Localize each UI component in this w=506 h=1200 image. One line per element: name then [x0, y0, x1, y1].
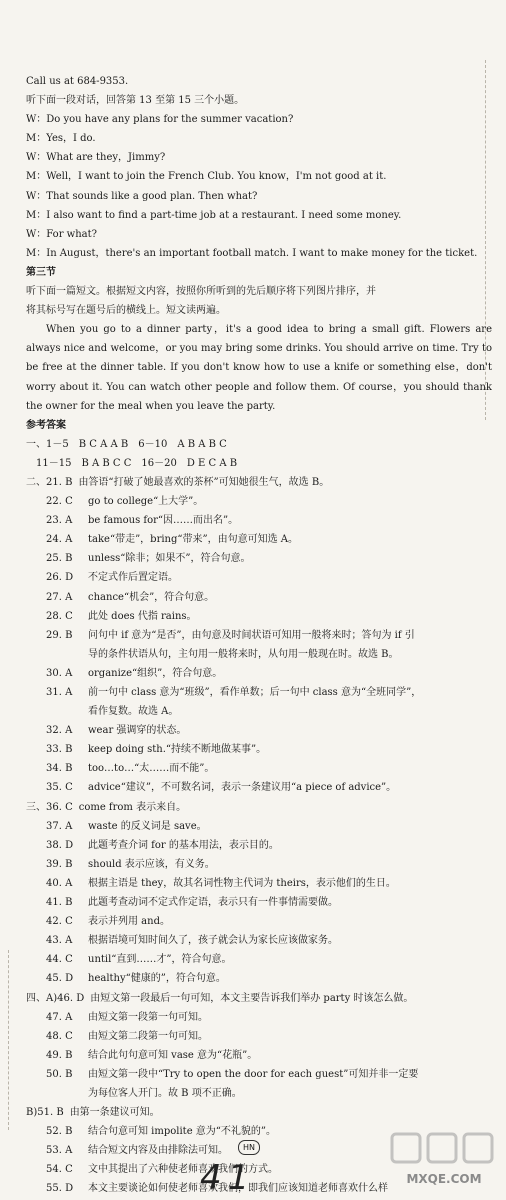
- answer-item: [26, 1103, 492, 1122]
- answer-number: 38. D: [46, 839, 74, 851]
- answer-text: 由短文第一段第一句可知。: [88, 1011, 208, 1023]
- answer-item: [26, 931, 492, 950]
- answer-line: [26, 798, 492, 817]
- answer-text: 结合短文内容及由排除法可知。: [88, 1145, 228, 1157]
- answer-line: [46, 912, 492, 931]
- answer-item: [26, 778, 492, 797]
- answer-number: 29. B: [46, 629, 73, 641]
- answer-text: until“直到……才”，符合句意。: [88, 954, 232, 966]
- answer-line: [46, 549, 492, 568]
- passage: When you go to a dinner party，it's a good idea to bring a small gift. Flowers are always nice and welcome，or you may bring some drinks. You should arrive on time. Try to be free at the dinner table. If you don't know how to use a knife or something else，don't worry about it. You can watch other people and follow them. Of course，you should thank the owner for the meal when you leave the party.: [26, 324, 492, 412]
- answer-text: 由第一条建议可知。: [69, 1107, 160, 1119]
- answer-item: [26, 912, 492, 931]
- dialogue-line: W：What are they，Jimmy?: [26, 152, 166, 164]
- section-instruction: 听下面一篇短文。根据短文内容，按照你所听到的先后顺序将下列图片排序，并: [26, 286, 376, 298]
- answer-text: 根据主语是 they，故其名词性物主代词为 theirs，表示他们的生日。: [88, 877, 396, 889]
- watermark-text: MXQE.COM: [406, 1172, 482, 1186]
- answer-text: be famous for“因……而出名”。: [88, 515, 239, 527]
- answer-line: [46, 874, 492, 893]
- answer-line: [26, 1103, 492, 1122]
- answer-text: advice“建议”，不可数名词，表示一条建议用“a piece of advice”。: [88, 782, 397, 794]
- answer-text: should 表示应该，有义务。: [88, 858, 215, 870]
- answer-line: [46, 893, 492, 912]
- answer-item: [26, 511, 492, 530]
- answers-part1: 一、1－5 B C A A B 6－10 A B A B C: [26, 438, 227, 450]
- answer-number: 42. C: [46, 916, 73, 928]
- answer-item: [26, 664, 492, 683]
- answer-number: 34. B: [46, 763, 73, 775]
- answer-item: [26, 969, 492, 988]
- answer-line: [46, 759, 492, 778]
- dialogue-block: [26, 91, 492, 263]
- answer-line: [46, 817, 492, 836]
- answer-item: [26, 530, 492, 549]
- answer-number: 32. A: [46, 725, 73, 737]
- answer-text: 由短文第一段中“Try to open the door for each guest”可知并非一定要: [88, 1068, 419, 1080]
- answer-line: [46, 950, 492, 969]
- dialogue-line: W：For what?: [26, 228, 97, 240]
- answer-line: [46, 721, 492, 740]
- answer-line: [46, 1027, 492, 1046]
- answer-item: [26, 1065, 492, 1103]
- answer-item: [26, 817, 492, 836]
- answer-item: [26, 950, 492, 969]
- answer-number: 26. D: [46, 572, 74, 584]
- answer-item: [26, 893, 492, 912]
- answer-line: [46, 626, 492, 645]
- answer-text: 文中其提出了六种使老师喜欢我们的方式。: [88, 1164, 278, 1176]
- answer-item: [26, 798, 492, 817]
- answer-number: 四、A)46. D: [26, 992, 85, 1004]
- answer-text: take“带走”，bring“带来”，由句意可知选 A。: [88, 534, 299, 546]
- hn-badge: HN: [238, 1140, 260, 1155]
- answer-item: [26, 473, 492, 492]
- answer-number: 53. A: [46, 1145, 73, 1157]
- answer-item: [26, 683, 492, 721]
- answer-item: [26, 874, 492, 893]
- dialogue-line: W：That sounds like a good plan. Then what?: [26, 190, 258, 202]
- answer-text: 表示并列用 and。: [88, 916, 170, 928]
- answer-item: [26, 740, 492, 759]
- answer-line: [46, 607, 492, 626]
- answer-number: 25. B: [46, 553, 73, 565]
- answer-line: [46, 969, 492, 988]
- answer-continuation: 看作复数。故选 A。: [88, 706, 179, 718]
- answer-text: healthy“健康的”，符合句意。: [88, 973, 226, 985]
- answer-text: 此处 does 代指 rains。: [88, 610, 197, 622]
- answer-continuation: 为每位客人开门。故 B 项不正确。: [88, 1087, 242, 1099]
- answer-line: [46, 740, 492, 759]
- answer-text: keep doing sth.“持续不断地做某事”。: [88, 744, 267, 756]
- answer-number: 二、21. B: [26, 476, 73, 488]
- answer-line: [46, 511, 492, 530]
- answer-list: [26, 473, 492, 1199]
- answer-number: 54. C: [46, 1164, 73, 1176]
- answer-text: 根据语境可知时间久了，孩子就会认为家长应该做家务。: [88, 935, 338, 947]
- answer-item: [26, 989, 492, 1008]
- answer-number: 30. A: [46, 667, 73, 679]
- answer-text: 由短文第一段最后一句可知，本文主要告诉我们举办 party 时该怎么做。: [90, 992, 414, 1004]
- answer-item: [26, 836, 492, 855]
- answer-text: 本文主要谈论如何使老师喜欢我们，即我们应该知道老师喜欢什么样: [88, 1183, 388, 1195]
- answer-number: 24. A: [46, 534, 73, 546]
- answer-number: 40. A: [46, 877, 73, 889]
- answer-number: 37. A: [46, 820, 73, 832]
- answer-text: 前一句中 class 意为“班级”，看作单数；后一句中 class 意为“全班同学”，: [88, 687, 422, 698]
- answer-line: [46, 492, 492, 511]
- answer-line: [46, 931, 492, 950]
- answer-number: 50. B: [46, 1068, 73, 1080]
- answer-item: [26, 721, 492, 740]
- answer-number: 27. A: [46, 591, 73, 603]
- answer-number: 23. A: [46, 515, 73, 527]
- answer-number: 28. C: [46, 610, 73, 622]
- answer-text: come from 表示来自。: [78, 801, 187, 813]
- answer-text: chance“机会”，符合句意。: [88, 591, 215, 603]
- answer-line: [46, 855, 492, 874]
- answer-number: 44. C: [46, 954, 73, 966]
- answer-line: [26, 989, 492, 1008]
- answer-line: [46, 1008, 492, 1027]
- answer-number: 39. B: [46, 858, 73, 870]
- answer-item: [26, 607, 492, 626]
- answer-line: [26, 473, 492, 492]
- answer-line: [46, 530, 492, 549]
- answers-part1: 11－15 B A B C C 16－20 D E C A B: [36, 457, 238, 469]
- answer-text: wear 强调穿的状态。: [88, 725, 187, 737]
- answer-line: [46, 1046, 492, 1065]
- answer-text: 此题考查介词 for 的基本用法，表示目的。: [88, 839, 279, 851]
- page-content: [26, 72, 492, 1199]
- answer-text: 不定式作后置定语。: [88, 572, 178, 584]
- page-number: 41: [200, 1158, 256, 1198]
- watermark-logo: [388, 1130, 500, 1196]
- answer-line: [46, 568, 492, 587]
- answer-number: 41. B: [46, 897, 73, 909]
- answer-item: [26, 1008, 492, 1027]
- section-title: 第三节: [26, 266, 56, 278]
- answer-number: 52. B: [46, 1126, 73, 1138]
- answer-line: [46, 683, 492, 702]
- answer-text: 由短文第二段第一句可知。: [88, 1030, 208, 1042]
- answer-continuation: 导的条件状语从句，主句用一般将来时，从句用一般现在时。故选 B。: [88, 648, 399, 660]
- answer-line: [46, 588, 492, 607]
- answer-text: waste 的反义词是 save。: [88, 820, 207, 832]
- answer-line: [46, 778, 492, 797]
- section-instruction: 将其标号写在题号后的横线上。短文读两遍。: [26, 305, 226, 317]
- answer-text: organize“组织”，符合句意。: [88, 667, 223, 679]
- answer-line: [46, 1065, 492, 1084]
- answer-number: B)51. B: [26, 1107, 64, 1119]
- answer-item: [26, 588, 492, 607]
- answer-text: 结合此句句意可知 vase 意为“花瓶”。: [88, 1049, 258, 1061]
- answer-item: [26, 759, 492, 778]
- answer-item: [26, 1027, 492, 1046]
- answer-number: 48. C: [46, 1030, 73, 1042]
- answer-text: 此题考查动词不定式作定语，表示只有一件事情需要做。: [88, 897, 338, 909]
- answer-item: [26, 855, 492, 874]
- answer-number: 45. D: [46, 973, 74, 985]
- answer-number: 35. C: [46, 782, 73, 794]
- answer-number: 43. A: [46, 935, 73, 947]
- dialogue-line: M：Well，I want to join the French Club. You know，I'm not good at it.: [26, 171, 387, 183]
- answer-text: 结合句意可知 impolite 意为“不礼貌的”。: [88, 1126, 277, 1138]
- dialogue-line: M：In August，there's an important football match. I want to make money for the ticket.: [26, 247, 478, 259]
- dialogue-line: W：Do you have any plans for the summer vacation?: [26, 114, 294, 126]
- answer-text: go to college“上大学”。: [88, 496, 204, 508]
- answer-text: 由答语“打破了她最喜欢的茶杯”可知她很生气，故选 B。: [78, 476, 330, 488]
- answer-number: 三、36. C: [26, 801, 73, 813]
- answer-number: 47. A: [46, 1011, 73, 1023]
- answer-item: [26, 492, 492, 511]
- answer-number: 22. C: [46, 496, 73, 508]
- answer-item: [26, 549, 492, 568]
- answer-number: 55. D: [46, 1183, 74, 1195]
- answer-text: 问句中 if 意为“是否”，由句意及时间状语可知用一般将来时；答句为 if 引: [88, 629, 415, 641]
- answer-number: 31. A: [46, 687, 73, 698]
- margin-rule-left: [8, 950, 10, 1130]
- answer-text: too…to…“太……而不能”。: [88, 763, 215, 775]
- dialogue-line: M：I also want to find a part-time job at a restaurant. I need some money.: [26, 209, 402, 221]
- answer-item: [26, 1046, 492, 1065]
- answer-item: [26, 568, 492, 587]
- header-line: Call us at 684-9353.: [26, 76, 129, 87]
- dialogue-line: 听下面一段对话，回答第 13 至第 15 三个小题。: [26, 95, 245, 107]
- answer-item: [26, 626, 492, 664]
- answer-line: [46, 836, 492, 855]
- answer-number: 49. B: [46, 1049, 73, 1061]
- answer-text: unless“除非；如果不”，符合句意。: [88, 553, 251, 565]
- dialogue-line: M：Yes，I do.: [26, 133, 96, 145]
- answers-title: 参考答案: [26, 419, 66, 431]
- answer-number: 33. B: [46, 744, 73, 756]
- answer-line: [46, 664, 492, 683]
